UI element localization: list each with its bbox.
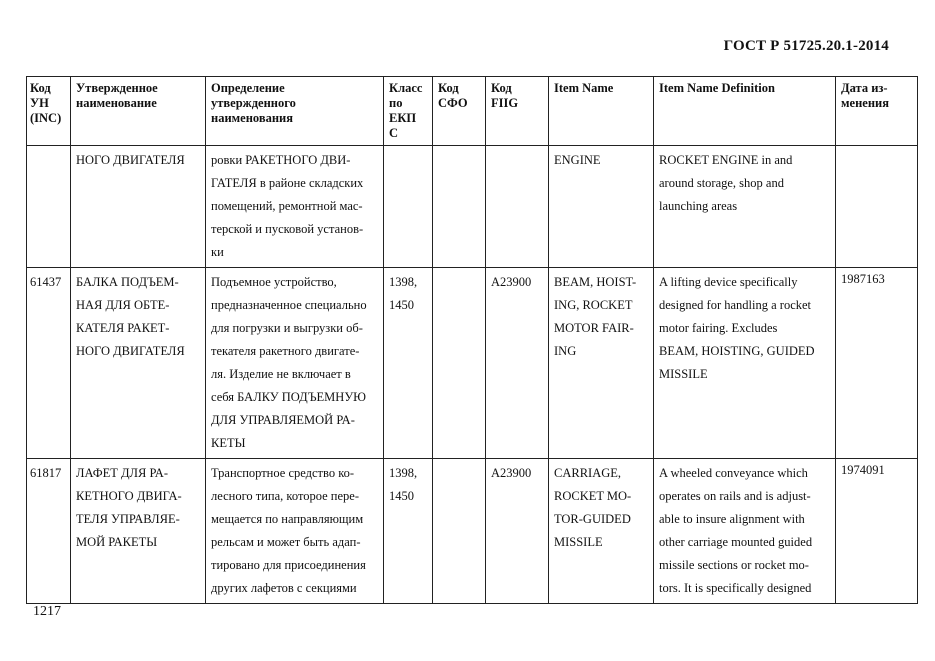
text-line: ENGINE [554, 153, 601, 167]
cell-date: 1987163 [836, 268, 918, 459]
text-line: ровки РАКЕТНОГО ДВИ- [211, 153, 351, 167]
text-line: ЕКП [389, 111, 417, 125]
text-line: утвержденного [211, 96, 296, 110]
cell-definition-ru [206, 268, 384, 459]
text-line: BEAM, HOIST- [554, 275, 637, 289]
text-line: для погрузки и выгрузки об- [211, 321, 363, 335]
text-line: наименование [76, 96, 157, 110]
text-line: помещений, ремонтной мас- [211, 199, 363, 213]
text-line: MISSILE [554, 535, 603, 549]
cell-class [384, 268, 433, 459]
text-line: НОГО ДВИГАТЕЛЯ [76, 153, 185, 167]
text-line: тировано для присоединения [211, 558, 366, 572]
col-header-date [836, 77, 918, 146]
cell-class [384, 146, 433, 268]
text-line: себя БАЛКУ ПОДЪЕМНУЮ [211, 390, 367, 404]
text-line: Item Name [554, 81, 614, 95]
text-line: МОЙ РАКЕТЫ [76, 535, 158, 549]
text-line: ЛАФЕТ ДЛЯ РА- [76, 466, 168, 480]
text-line: БАЛКА ПОДЪЕМ- [76, 275, 179, 289]
text-line: ДЛЯ УПРАВЛЯЕМОЙ РА- [211, 413, 355, 427]
text-line: ля. Изделие не включает в [211, 367, 351, 381]
text-line: MOTOR FAIR- [554, 321, 634, 335]
text-line: других лафетов с секциями [211, 581, 357, 595]
text-line: 1450 [389, 298, 414, 312]
cell-sfo [433, 146, 486, 268]
col-header-fiig [486, 77, 549, 146]
text-line: рельсам и может быть адап- [211, 535, 361, 549]
cell-sfo [433, 268, 486, 459]
text-line: Item Name Definition [659, 81, 775, 95]
cell-item-name [549, 268, 654, 459]
text-line: BEAM, HOISTING, GUIDED [659, 344, 815, 358]
text-line: motor fairing. Excludes [659, 321, 778, 335]
cell-inc: 61817 [27, 459, 71, 604]
cell-date [836, 146, 918, 268]
document-code: ГОСТ Р 51725.20.1-2014 [723, 38, 889, 54]
cell-definition-ru [206, 459, 384, 604]
cell-name-ru [71, 459, 206, 604]
col-header-name-ru [71, 77, 206, 146]
col-header-definition-ru [206, 77, 384, 146]
text-line: other carriage mounted guided [659, 535, 813, 549]
text-line: ING [554, 344, 577, 358]
page-number: 1217 [33, 604, 61, 619]
text-line: Транспортное средство ко- [211, 466, 355, 480]
cell-item-name [549, 459, 654, 604]
text-line: (INC) [30, 111, 62, 125]
text-line: A lifting device specifically [659, 275, 798, 289]
text-line: FIIG [491, 96, 519, 110]
cell-inc [27, 146, 71, 268]
text-line: С [389, 126, 399, 140]
text-line: 1398, [389, 275, 418, 289]
cell-date: 1974091 [836, 459, 918, 604]
cell-inc: 61437 [27, 268, 71, 459]
text-line: able to insure alignment with [659, 512, 805, 526]
text-line: КАТЕЛЯ РАКЕТ- [76, 321, 170, 335]
text-line: tors. It is specifically designed [659, 581, 812, 595]
text-line: missile sections or rocket mo- [659, 558, 809, 572]
text-line: ГАТЕЛЯ в районе складских [211, 176, 364, 190]
text-line: CARRIAGE, [554, 466, 622, 480]
catalog-table [26, 76, 918, 604]
cell-name-ru [71, 146, 206, 268]
text-line: Подъемное устройство, [211, 275, 337, 289]
table-row [27, 268, 918, 459]
text-line: КЕТНОГО ДВИГА- [76, 489, 182, 503]
text-line: MISSILE [659, 367, 708, 381]
col-header-item-name [549, 77, 654, 146]
cell-fiig: A23900 [486, 459, 549, 604]
text-line: operates on rails and is adjust- [659, 489, 811, 503]
cell-definition-ru [206, 146, 384, 268]
col-header-inc [27, 77, 71, 146]
text-line: A wheeled conveyance which [659, 466, 808, 480]
text-line: НОГО ДВИГАТЕЛЯ [76, 344, 185, 358]
text-line: текателя ракетного двигате- [211, 344, 360, 358]
text-line: ROCKET MO- [554, 489, 632, 503]
table-row [27, 459, 918, 604]
text-line: designed for handling a rocket [659, 298, 812, 312]
cell-definition-en [654, 459, 836, 604]
text-line: менения [841, 96, 889, 110]
cell-fiig: A23900 [486, 268, 549, 459]
cell-class [384, 459, 433, 604]
text-line: УН [30, 96, 49, 110]
cell-sfo [433, 459, 486, 604]
col-header-sfo [433, 77, 486, 146]
text-line: Класс [389, 81, 423, 95]
text-line: launching areas [659, 199, 738, 213]
text-line: Код [30, 81, 51, 95]
text-line: ING, ROCKET [554, 298, 633, 312]
text-line: around storage, shop and [659, 176, 784, 190]
cell-name-ru [71, 268, 206, 459]
text-line: TOR-GUIDED [554, 512, 631, 526]
text-line: ROCKET ENGINE in and [659, 153, 793, 167]
text-line: ТЕЛЯ УПРАВЛЯЕ- [76, 512, 180, 526]
text-line: предназначенное специально [211, 298, 367, 312]
text-line: лесного типа, которое пере- [211, 489, 360, 503]
cell-fiig [486, 146, 549, 268]
cell-item-name [549, 146, 654, 268]
text-line: наименования [211, 111, 294, 125]
text-line: Утвержденное [76, 81, 158, 95]
cell-definition-en [654, 146, 836, 268]
text-line: Код [438, 81, 459, 95]
table-header-row [27, 77, 918, 146]
text-line: ки [211, 245, 224, 259]
text-line: 1398, [389, 466, 418, 480]
text-line: НАЯ ДЛЯ ОБТЕ- [76, 298, 170, 312]
text-line: по [389, 96, 403, 110]
text-line: 1450 [389, 489, 414, 503]
text-line: Дата из- [841, 81, 888, 95]
col-header-class [384, 77, 433, 146]
text-line: Определение [211, 81, 285, 95]
text-line: мещается по направляющим [211, 512, 364, 526]
text-line: СФО [438, 96, 468, 110]
col-header-item-definition [654, 77, 836, 146]
cell-definition-en [654, 268, 836, 459]
text-line: Код [491, 81, 512, 95]
text-line: КЕТЫ [211, 436, 246, 450]
table-row [27, 146, 918, 268]
text-line: терской и пусковой установ- [211, 222, 364, 236]
